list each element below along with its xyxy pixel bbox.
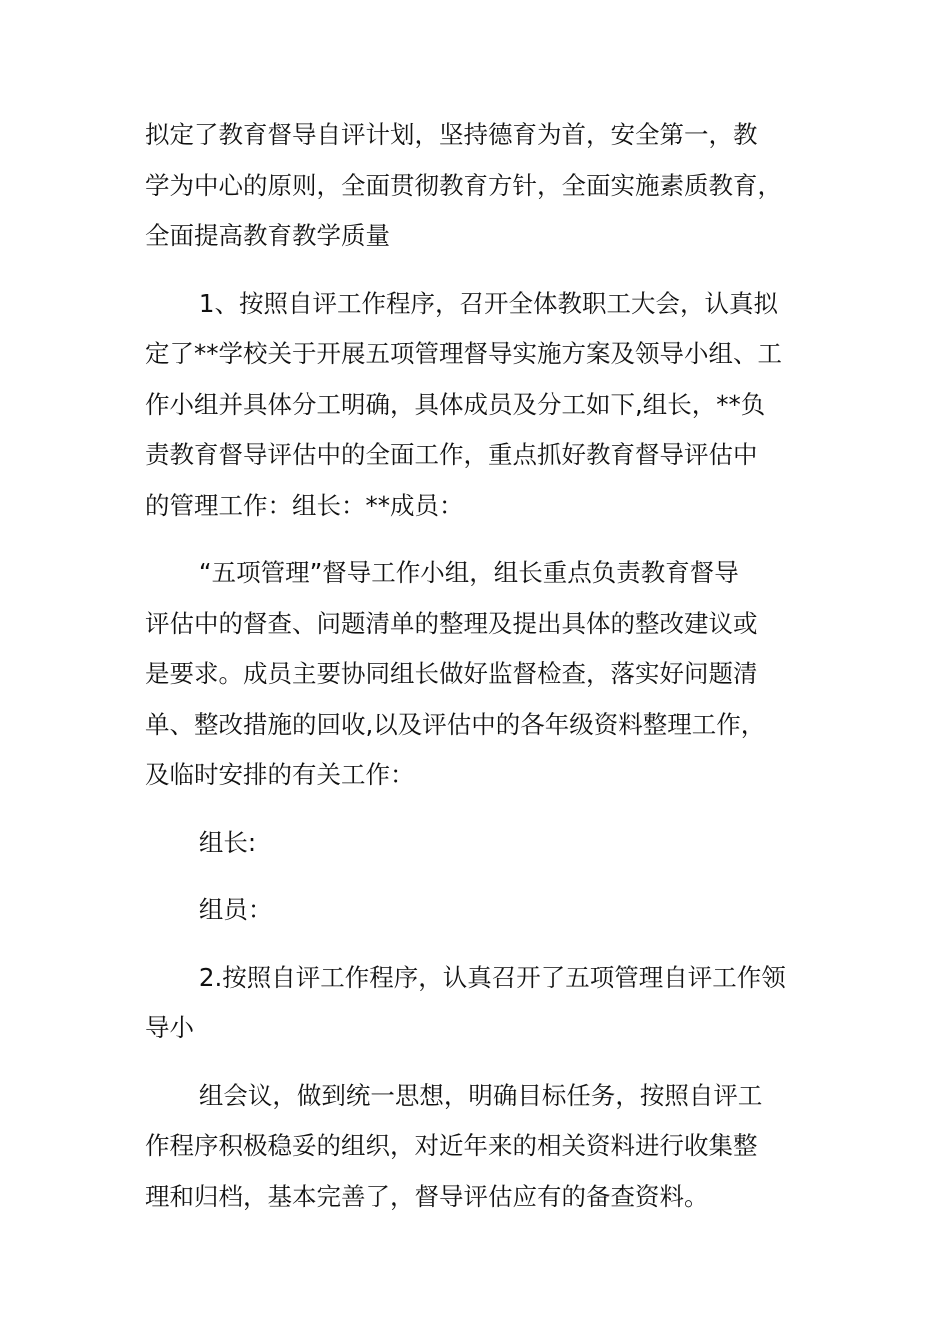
paragraph-3-line-1: “五项管理”督导工作小组，组长重点负责教育督导: [198, 558, 739, 587]
paragraph-7: [145, 1071, 810, 1223]
paragraph-3-line-2: 评估中的督查、问题清单的整理及提出具体的整改建议或: [145, 608, 758, 638]
paragraph-2-line-3: 作小组并具体分工明确，具体成员及分工如下,组长，**负: [145, 389, 766, 419]
paragraph-1-line-1: 拟定了教育督导自评计划，坚持德育为首，安全第一，教: [145, 120, 758, 149]
paragraph-2-line-5: 的管理工作：组长：**成员：: [145, 490, 464, 520]
paragraph-6-line-1: 2.按照自评工作程序，认真召开了五项管理自评工作领: [198, 962, 786, 992]
paragraph-3-line-3: 是要求。成员主要协同组长做好监督检查，落实好问题清: [145, 659, 758, 688]
paragraph-2-line-2: 定了**学校关于开展五项管理督导实施方案及领导小组、工: [145, 339, 782, 368]
document-body: [145, 110, 810, 1239]
paragraph-1: [145, 110, 810, 262]
paragraph-3: [145, 548, 810, 801]
paragraph-6-line-2: 导小: [145, 1013, 194, 1042]
paragraph-7-line-2: 作程序积极稳妥的组织，对近年来的相关资料进行收集整: [145, 1131, 758, 1160]
paragraph-2-line-1: 1、按照自评工作程序，召开全体教职工大会，认真拟: [198, 288, 778, 318]
paragraph-6: [145, 953, 810, 1054]
paragraph-7-line-3: 理和归档，基本完善了，督导评估应有的备查资料。: [145, 1181, 709, 1211]
paragraph-5: [145, 885, 810, 936]
paragraph-3-line-4: 单、整改措施的回收,以及评估中的各年级资料整理工作，: [145, 709, 766, 739]
paragraph-4-line-1: 组长:: [198, 827, 257, 857]
paragraph-7-line-1: 组会议，做到统一思想，明确目标任务，按照自评工: [198, 1080, 763, 1110]
paragraph-1-line-3: 全面提高教育教学质量: [145, 221, 390, 250]
paragraph-1-line-2: 学为中心的原则，全面贯彻教育方针，全面实施素质教育，: [145, 170, 782, 200]
paragraph-5-line-1: 组员：: [198, 895, 273, 924]
paragraph-3-line-5: 及临时安排的有关工作：: [145, 760, 415, 789]
paragraph-4: [145, 818, 810, 869]
paragraph-2-line-4: 责教育督导评估中的全面工作，重点抓好教育督导评估中: [145, 440, 758, 469]
paragraph-2: [145, 279, 810, 532]
